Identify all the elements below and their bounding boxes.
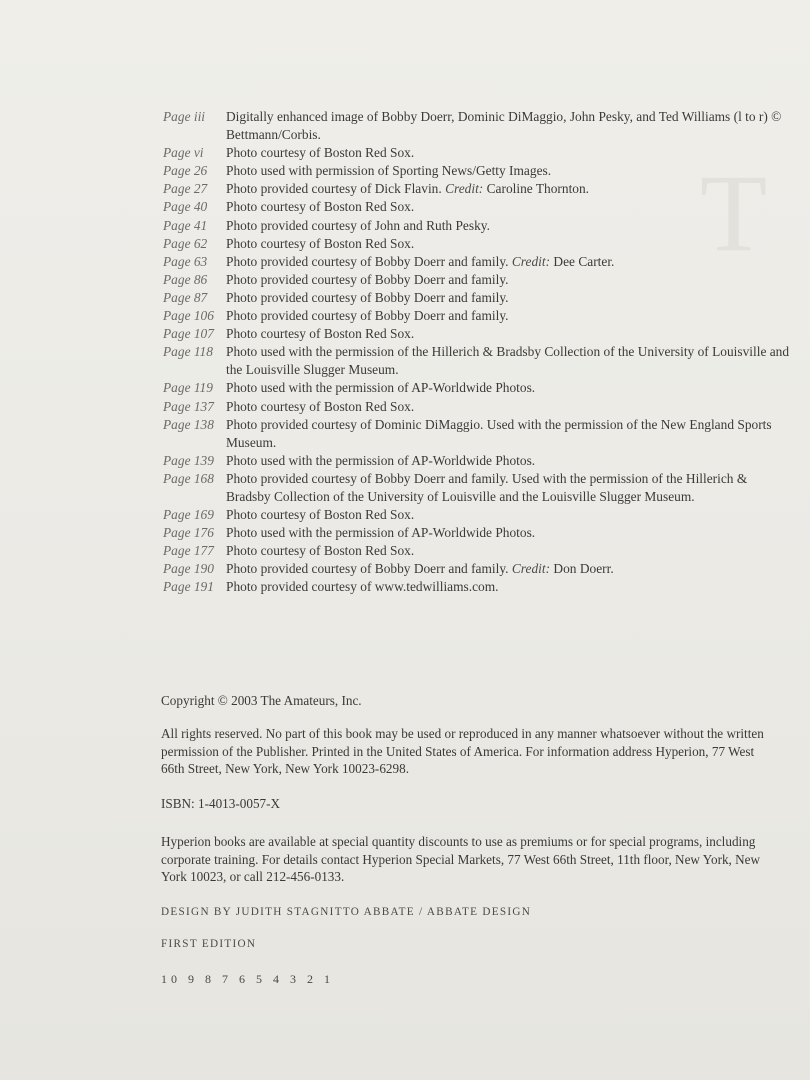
credit-text <box>226 452 793 470</box>
credit-description: Photo provided courtesy of Bobby Doerr and family. <box>226 561 509 577</box>
credit-row <box>163 253 793 271</box>
credit-row <box>163 398 793 416</box>
credit-text <box>226 524 793 542</box>
credit-text <box>226 271 793 289</box>
credit-row <box>163 379 793 397</box>
credit-row <box>163 217 793 235</box>
credit-page-number: Page 62 <box>163 235 208 251</box>
credit-row <box>163 343 793 379</box>
credit-page-number: Page 41 <box>163 217 208 233</box>
credit-description: Photo provided courtesy of www.tedwilliams.com. <box>226 579 499 595</box>
edition-line: FIRST EDITION <box>161 938 257 950</box>
credit-text <box>226 325 793 343</box>
credit-description: Photo provided courtesy of Bobby Doerr and family. <box>226 289 509 305</box>
credit-text <box>226 398 793 416</box>
credit-page-number: Page 106 <box>163 308 214 324</box>
credit-text <box>226 162 793 180</box>
credit-text <box>226 542 793 560</box>
credit-row <box>163 198 793 216</box>
credit-page-number: Page 86 <box>163 271 208 287</box>
credit-row <box>163 542 793 560</box>
credit-row <box>163 452 793 470</box>
design-credit: DESIGN BY JUDITH STAGNITTO ABBATE / ABBATE DESIGN <box>161 906 532 918</box>
credit-description: Photo provided courtesy of Dick Flavin. <box>226 181 442 197</box>
credit-page-number: Page 176 <box>163 525 214 541</box>
credit-page-number: Page 168 <box>163 470 214 486</box>
credit-text <box>226 198 793 216</box>
credit-description: Photo provided courtesy of Bobby Doerr and family. <box>226 253 509 269</box>
credit-page-number: Page 177 <box>163 543 214 559</box>
printing-line: 10 9 8 7 6 5 4 3 2 1 <box>161 972 334 986</box>
credit-description: Photo provided courtesy of Bobby Doerr and family. <box>226 271 509 287</box>
credit-text <box>226 253 793 271</box>
credit-description: Photo provided courtesy of Dominic DiMaggio. Used with the permission of the New England Sports Museum. <box>226 416 772 450</box>
credit-row <box>163 524 793 542</box>
credit-description: Photo courtesy of Boston Red Sox. <box>226 199 415 215</box>
credit-photographer: Caroline Thornton. <box>486 181 590 197</box>
credit-page-number: Page 137 <box>163 398 214 414</box>
credit-description: Photo used with the permission of AP-Worldwide Photos. <box>226 380 536 396</box>
credit-row <box>163 180 793 198</box>
credit-text <box>226 470 793 506</box>
credit-page-number: Page 63 <box>163 253 208 269</box>
credit-description: Photo used with the permission of AP-Worldwide Photos. <box>226 525 536 541</box>
credit-text <box>226 180 793 198</box>
credit-description: Photo provided courtesy of Bobby Doerr and family. Used with the permission of the Hillerich & Bradsby Collection of the University of Louisville and the Louisville Slugger Museum. <box>226 470 748 504</box>
copyright-line: Copyright © 2003 The Amateurs, Inc. <box>161 693 362 708</box>
credit-description: Photo courtesy of Boston Red Sox. <box>226 235 415 251</box>
credit-page-number: Page 26 <box>163 163 208 179</box>
rights-paragraph: All rights reserved. No part of this book may be used or reproduced in any manner whatsoever without the written permission of the Publisher. Printed in the United States of America. For information address Hyperion, 77 West 66th Street, New York, New York 10023-6298. <box>161 726 764 777</box>
credit-row <box>163 416 793 452</box>
credit-row <box>163 271 793 289</box>
credit-text <box>226 108 793 144</box>
credit-label: Credit: <box>445 181 484 197</box>
credit-row <box>163 506 793 524</box>
credit-description: Photo used with the permission of AP-Worldwide Photos. <box>226 452 536 468</box>
credit-text <box>226 217 793 235</box>
credit-row <box>163 307 793 325</box>
credit-description: Photo courtesy of Boston Red Sox. <box>226 507 415 523</box>
credit-description: Photo used with the permission of the Hillerich & Bradsby Collection of the University of Louisville and the Louisville Slugger Museum. <box>226 344 790 378</box>
credit-page-number: Page iii <box>163 109 206 124</box>
credit-row <box>163 289 793 307</box>
credit-description: Photo provided courtesy of Bobby Doerr and family. <box>226 308 509 324</box>
credit-row <box>163 108 793 144</box>
credit-row <box>163 578 793 596</box>
credit-row <box>163 560 793 578</box>
credit-page-number: Page 118 <box>163 344 213 360</box>
credit-text <box>226 144 793 162</box>
credit-text <box>226 506 793 524</box>
credit-label: Credit: <box>511 561 551 577</box>
credit-row <box>163 162 793 180</box>
credit-text <box>226 578 793 596</box>
credit-row <box>163 144 793 162</box>
credit-text <box>226 235 793 253</box>
photo-credits-list <box>163 108 793 597</box>
credit-row <box>163 470 793 506</box>
credit-page-number: Page vi <box>163 145 204 161</box>
credit-description: Photo courtesy of Boston Red Sox. <box>226 145 415 161</box>
credit-text <box>226 379 793 397</box>
show-through-shadow: T <box>700 152 772 274</box>
credit-page-number: Page 139 <box>163 452 214 468</box>
credit-page-number: Page 107 <box>163 326 214 342</box>
credit-description: Photo used with permission of Sporting News/Getty Images. <box>226 163 552 179</box>
credit-description: Digitally enhanced image of Bobby Doerr, Dominic DiMaggio, John Pesky, and Ted Williams (l to r) © Bettmann/Corbis. <box>226 109 782 143</box>
credit-text <box>226 289 793 307</box>
credit-text <box>226 560 793 578</box>
credit-text <box>226 416 793 452</box>
credit-text <box>226 343 793 379</box>
credit-page-number: Page 169 <box>163 507 214 523</box>
credit-page-number: Page 40 <box>163 199 208 215</box>
credit-description: Photo courtesy of Boston Red Sox. <box>226 543 415 559</box>
credit-page-number: Page 138 <box>163 416 214 432</box>
isbn-line: ISBN: 1-4013-0057-X <box>161 796 281 811</box>
credit-row <box>163 325 793 343</box>
credit-text <box>226 307 793 325</box>
credit-page-number: Page 190 <box>163 561 214 577</box>
credit-row <box>163 235 793 253</box>
credit-page-number: Page 119 <box>163 380 213 396</box>
credit-page-number: Page 191 <box>163 579 214 595</box>
credit-photographer: Dee Carter. <box>553 253 615 269</box>
credit-description: Photo courtesy of Boston Red Sox. <box>226 398 415 414</box>
credit-page-number: Page 27 <box>163 181 208 197</box>
credit-label: Credit: <box>511 253 551 269</box>
credit-page-number: Page 87 <box>163 289 208 305</box>
credit-photographer: Don Doerr. <box>553 561 614 577</box>
credit-description: Photo courtesy of Boston Red Sox. <box>226 326 415 342</box>
credit-description: Photo provided courtesy of John and Ruth Pesky. <box>226 217 490 233</box>
special-sales-paragraph: Hyperion books are available at special quantity discounts to use as premiums or for special programs, including corporate training. For details contact Hyperion Special Markets, 77 West 66th Street, 11th floor, New York, New York 10023, or call 212-456-0133. <box>161 834 761 885</box>
